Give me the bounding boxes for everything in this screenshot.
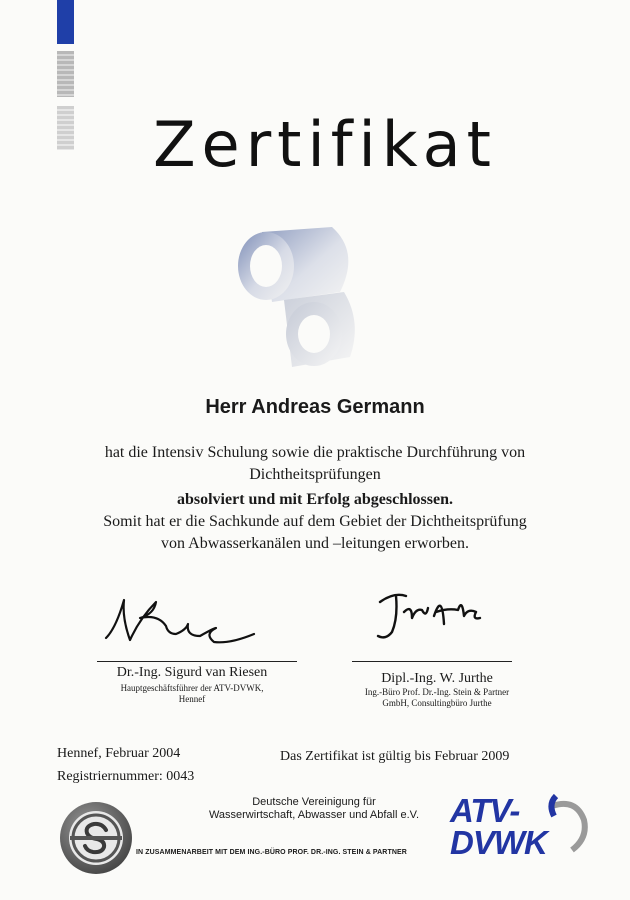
role-line: Hennef — [178, 694, 206, 704]
logo-line: DVWK — [450, 824, 547, 861]
cooperation-note: IN ZUSAMMENARBEIT MIT DEM ING.-BÜRO PROF. DR.-ING. STEIN & PARTNER — [136, 849, 407, 856]
signatory-left-name: Dr.-Ing. Sigurd van Riesen — [116, 665, 268, 680]
logo-line: ATV- — [450, 792, 520, 829]
logo-arc-icon — [546, 794, 590, 856]
role-line: GmbH, Consultingbüro Jurthe — [382, 698, 492, 708]
body-line: Dichtheitsprüfungen — [249, 466, 381, 483]
recipient-name: Herr Andreas Germann — [205, 396, 425, 418]
signature-left — [96, 588, 266, 654]
validity-note: Das Zertifikat ist gültig bis Februar 2009 — [280, 749, 510, 764]
signatory-right-name: Dipl.-Ing. W. Jurthe — [381, 671, 493, 686]
role-line: Ing.-Büro Prof. Dr.-Ing. Stein & Partner — [364, 687, 510, 697]
pipes-graphic — [232, 222, 362, 377]
certificate-title: Zertifikat — [153, 108, 497, 181]
body-line: von Abwasserkanälen und –leitungen erworben. — [161, 535, 469, 552]
body-line-bold: absolviert und mit Erfolg abgeschlossen. — [176, 491, 453, 508]
org-line: Wasserwirtschaft, Abwasser und Abfall e.V. — [208, 809, 420, 821]
certificate-body — [0, 442, 630, 555]
body-line: hat die Intensiv Schulung sowie die praktische Durchführung von — [104, 444, 526, 461]
organization-name — [196, 796, 432, 822]
role-line: Hauptgeschäftsführer der ATV-DVWK, — [120, 683, 264, 693]
blue-accent-bar — [57, 0, 74, 44]
body-line: Somit hat er die Sachkunde auf dem Gebiet der Dichtheitsprüfung — [103, 513, 527, 530]
place-date: Hennef, Februar 2004 — [57, 746, 181, 761]
signature-right — [372, 588, 492, 654]
signatory-left-role — [72, 683, 312, 705]
registration-number: Registriernummer: 0043 — [57, 769, 195, 784]
org-line: Deutsche Vereinigung für — [252, 796, 376, 808]
signature-line-left — [97, 661, 297, 662]
atv-dvwk-logo — [448, 790, 590, 862]
signatory-right-role — [347, 687, 527, 709]
signature-line-right — [352, 661, 512, 662]
gray-accent-bar — [57, 51, 74, 97]
dwa-logo — [58, 800, 134, 876]
